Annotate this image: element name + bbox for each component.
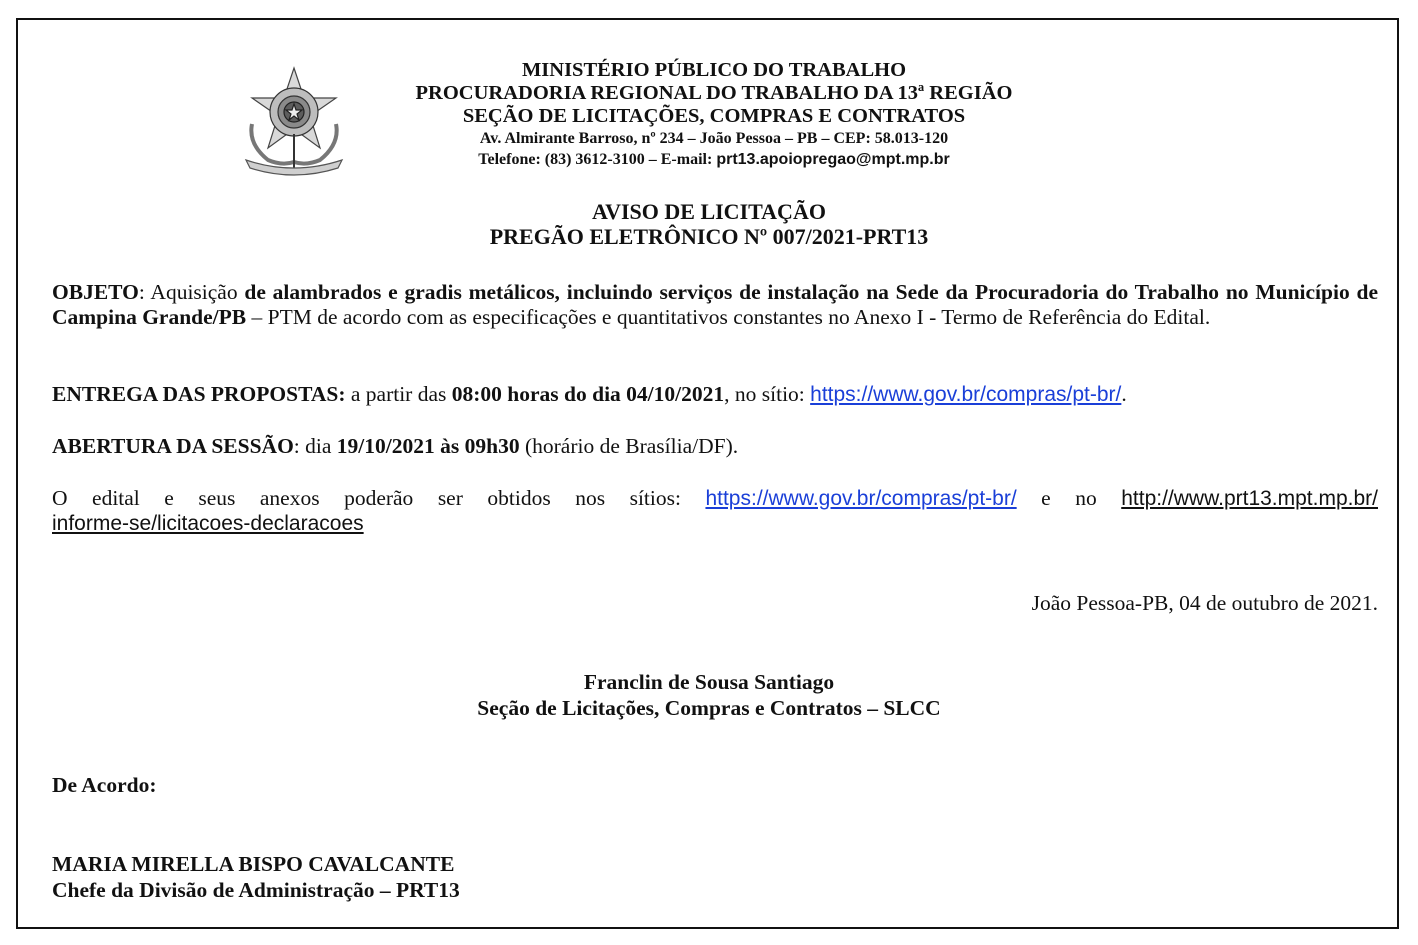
edital-line2	[52, 511, 1378, 536]
notice-title-line2: PREGÃO ELETRÔNICO Nº 007/2021-PRT13	[489, 224, 929, 249]
chief-role: Chefe da Divisão de Administração – PRT13	[52, 878, 460, 902]
agreement-label: De Acordo:	[52, 773, 157, 797]
contact-line	[330, 149, 1098, 170]
email-text: prt13.apoiopregao@mpt.mp.br	[716, 151, 950, 168]
entrega-label: ENTREGA DAS PROPOSTAS:	[52, 382, 346, 406]
signature-block	[0, 669, 1418, 721]
abertura-label: ABERTURA DA SESSÃO	[52, 434, 294, 458]
objeto-paragraph	[52, 280, 1378, 330]
signer-role: Seção de Licitações, Compras e Contratos – SLCC	[477, 696, 941, 720]
objeto-label: OBJETO	[52, 280, 139, 304]
date-place: João Pessoa-PB, 04 de outubro de 2021.	[1031, 591, 1378, 615]
abertura-paragraph	[52, 434, 1378, 459]
edital-text1: O edital e seus anexos poderão ser obtidos nos sítios:	[52, 486, 706, 510]
notice-title	[0, 199, 1418, 249]
section-name: SEÇÃO DE LICITAÇÕES, COMPRAS E CONTRATOS	[462, 105, 966, 127]
ministry-name: MINISTÉRIO PÚBLICO DO TRABALHO	[521, 59, 907, 81]
entrega-paragraph	[52, 382, 1378, 407]
compras-link[interactable]: https://www.gov.br/compras/pt-br/	[810, 383, 1122, 406]
letterhead	[330, 59, 1098, 170]
entrega-text2: , no sítio:	[724, 382, 811, 406]
edital-line1	[52, 486, 1378, 511]
phone-text: Telefone: (83) 3612-3100 – E-mail:	[478, 151, 717, 168]
notice-title-line1: AVISO DE LICITAÇÃO	[592, 199, 826, 224]
entrega-time: 08:00 horas do dia 04/10/2021	[451, 382, 725, 406]
signer-name: Franclin de Sousa Santiago	[583, 670, 835, 694]
objeto-bold-text: de alambrados e gradis metálicos, incluindo serviços de instalação na Sede da Procuradoria do Trabalho no Município de Campina Grande/PB	[52, 280, 1378, 329]
objeto-rest: – PTM de acordo com as especificações e quantitativos constantes no Anexo I - Termo de Referência do Edital.	[246, 305, 1211, 329]
abertura-date: 19/10/2021 às 09h30	[336, 434, 520, 458]
compras-link-2[interactable]: https://www.gov.br/compras/pt-br/	[705, 487, 1017, 510]
entrega-end: .	[1121, 382, 1127, 406]
abertura-text1: : dia	[293, 434, 337, 458]
address: Av. Almirante Barroso, nº 234 – João Pessoa – PB – CEP: 58.013-120	[479, 130, 949, 147]
regional-office-name: PROCURADORIA REGIONAL DO TRABALHO DA 13ª REGIÃO	[415, 82, 1013, 104]
edital-text2: e no	[1016, 486, 1122, 510]
prt13-link-part2[interactable]: informe-se/licitacoes-declaracoes	[52, 512, 364, 535]
chief-block	[52, 851, 460, 903]
objeto-sep: : Aquisição	[138, 280, 245, 304]
abertura-text2: (horário de Brasília/DF).	[519, 434, 739, 458]
chief-name: MARIA MIRELLA BISPO CAVALCANTE	[52, 852, 455, 876]
prt13-link-part1[interactable]: http://www.prt13.mpt.mp.br/	[1121, 487, 1378, 510]
edital-paragraph	[52, 486, 1378, 536]
entrega-text1: a partir das	[345, 382, 452, 406]
